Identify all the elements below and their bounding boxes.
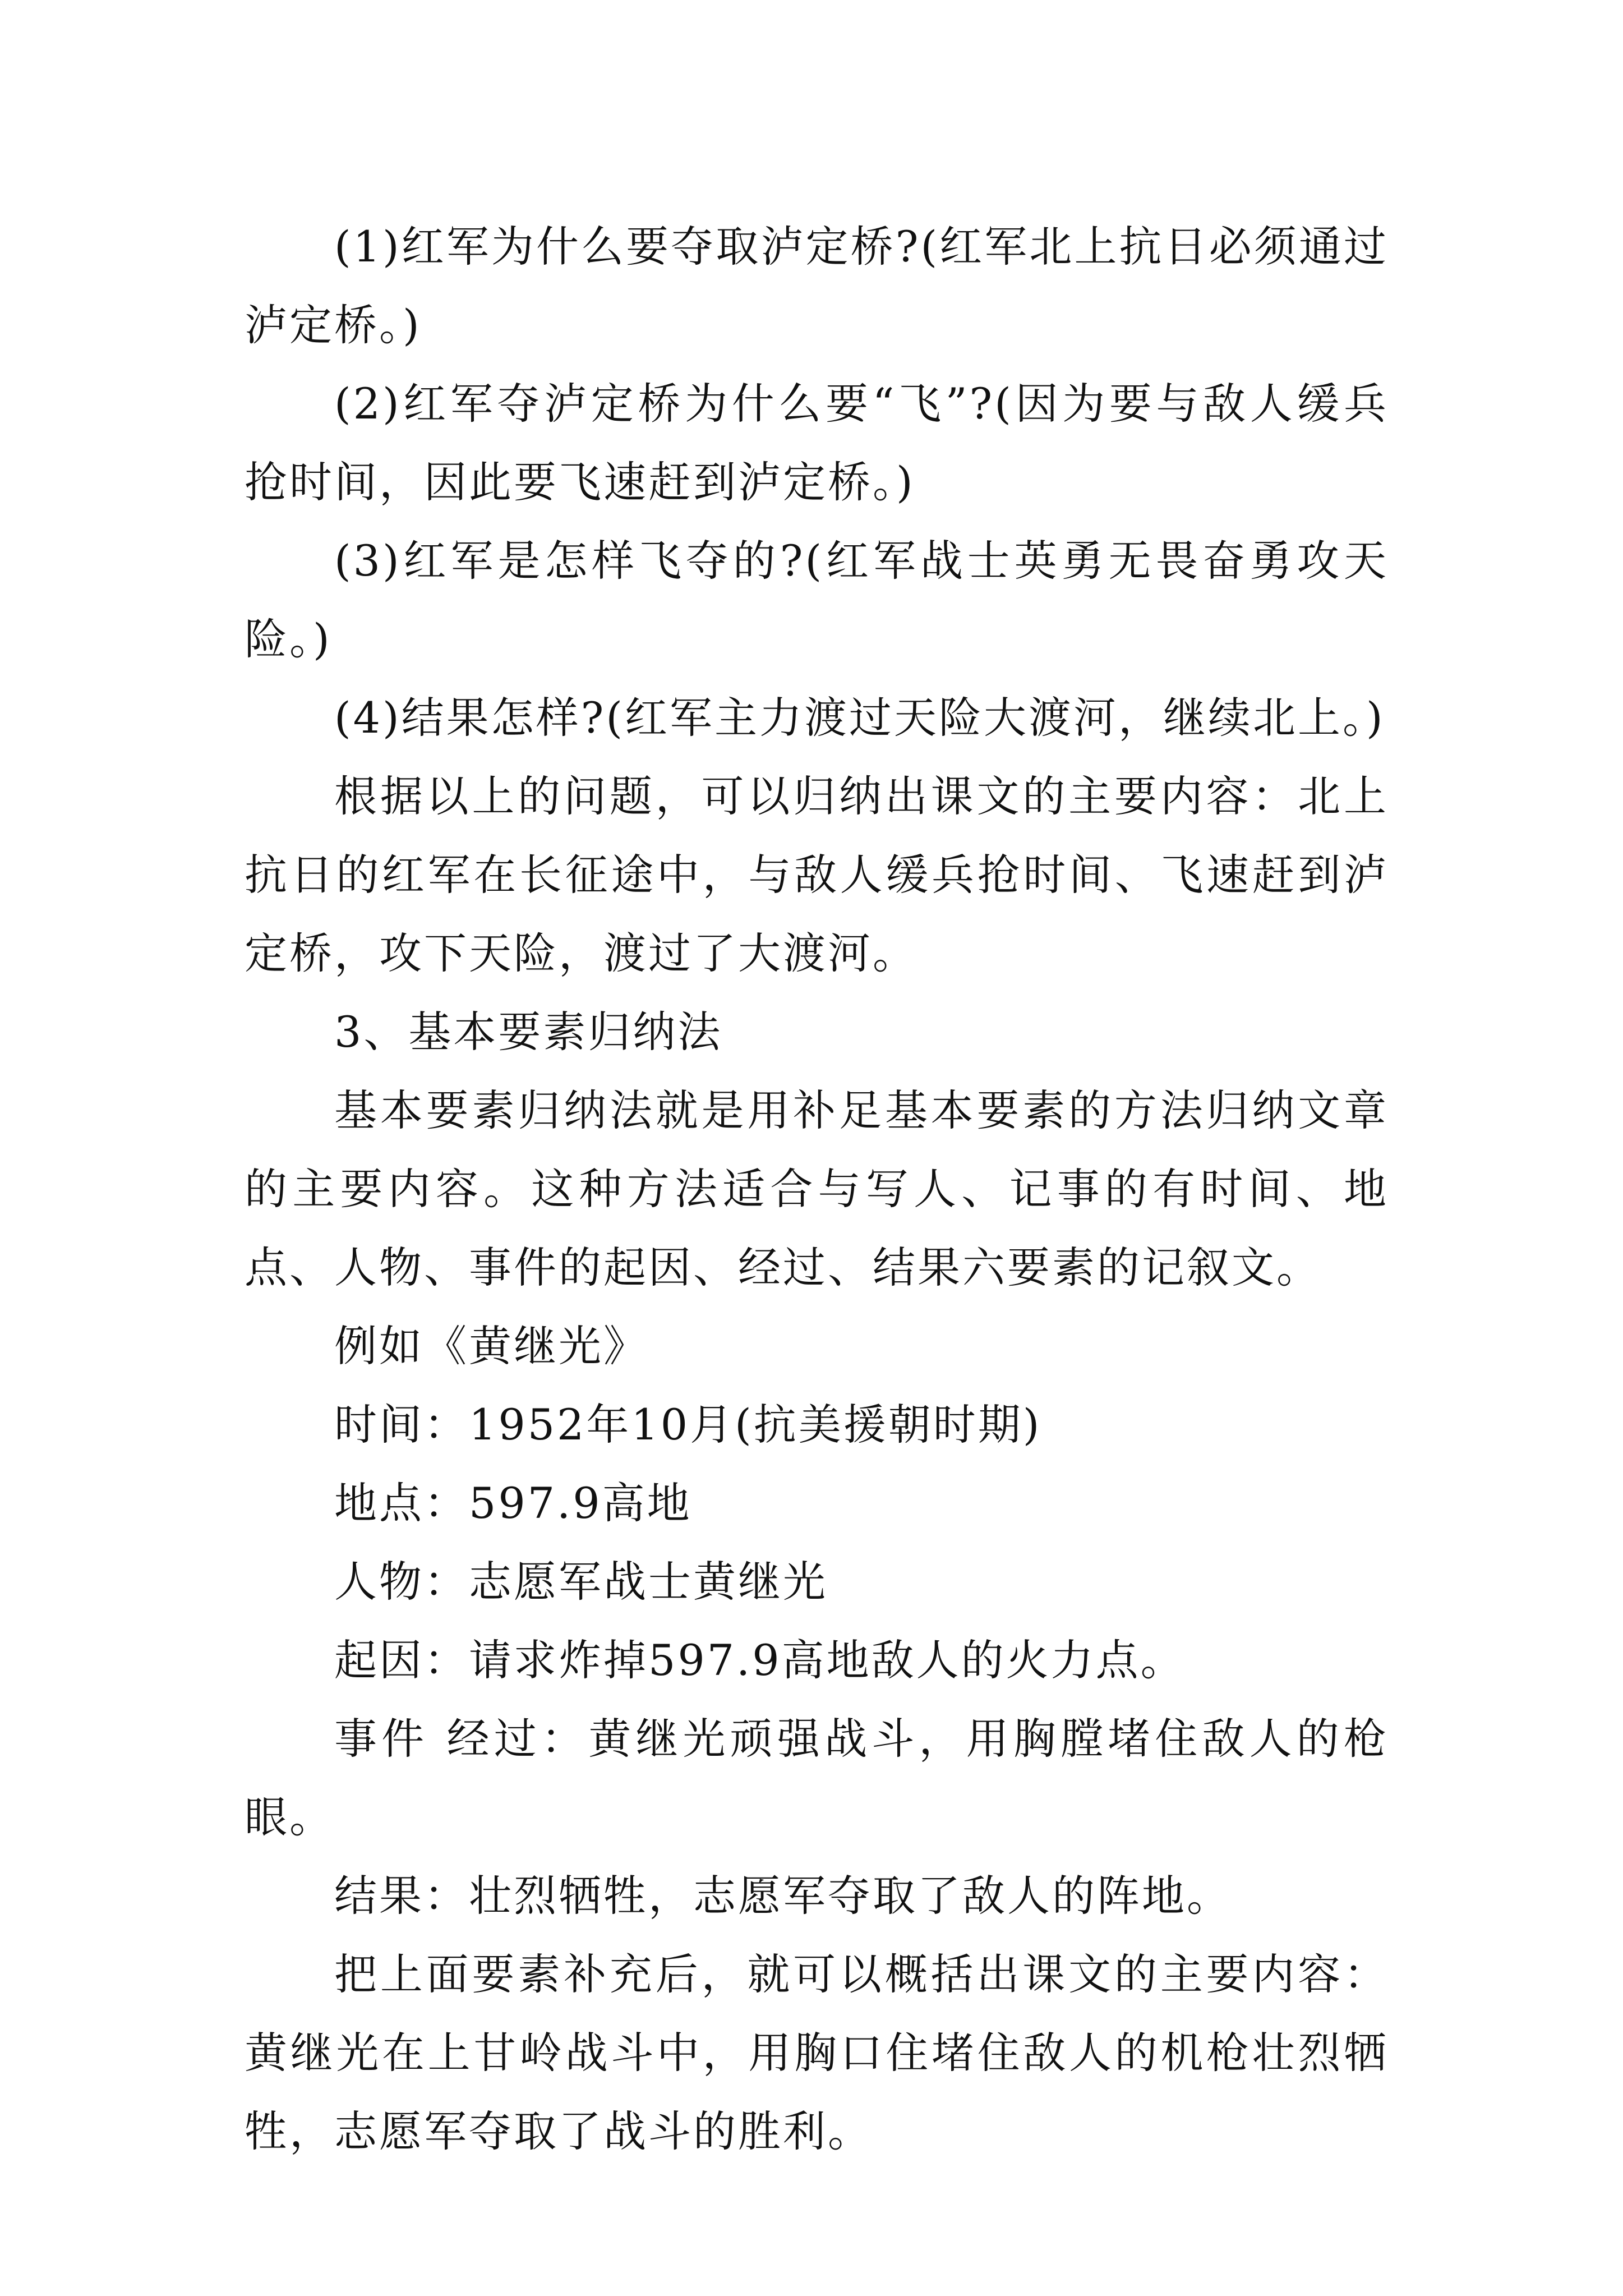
question-4-paragraph: (4)结果怎样?(红军主力渡过天险大渡河，继续北上。) — [334, 693, 1385, 743]
document-body — [245, 208, 1389, 2171]
element-place: 地点：597.9高地 — [334, 1478, 692, 1528]
question-2-paragraph: (2)红军夺泸定桥为什么要“飞”?(因为要与敌人缓兵抢时间，因此要飞速赶到泸定桥。) — [245, 379, 1389, 507]
question-1-paragraph: (1)红军为什么要夺取泸定桥?(红军北上抗日必须通过泸定桥。) — [245, 222, 1389, 350]
conclusion-paragraph: 把上面要素补充后，就可以概括出课文的主要内容：黄继光在上甘岭战斗中，用胸口住堵住敌人的机枪壮烈牺牲，志愿军夺取了战斗的胜利。 — [245, 1949, 1389, 2156]
question-3-paragraph: (3)红军是怎样飞夺的?(红军战士英勇无畏奋勇攻天险。) — [245, 536, 1389, 664]
example-title: 例如《黄继光》 — [334, 1321, 648, 1371]
element-process: 事件 经过：黄继光顽强战斗，用胸膛堵住敌人的枪眼。 — [245, 1714, 1389, 1842]
element-result: 结果：壮烈牺牲，志愿军夺取了敌人的阵地。 — [334, 1871, 1232, 1921]
element-time: 时间：1952年10月(抗美援朝时期) — [334, 1400, 1042, 1450]
section-heading: 3、基本要素归纳法 — [334, 1007, 723, 1057]
element-cause: 起因：请求炸掉597.9高地敌人的火力点。 — [334, 1635, 1186, 1685]
summary-paragraph: 根据以上的问题，可以归纳出课文的主要内容：北上抗日的红军在长征途中，与敌人缓兵抢时间、飞速赶到泸定桥，攻下天险，渡过了大渡河。 — [245, 771, 1389, 978]
element-person: 人物：志愿军战士黄继光 — [334, 1557, 828, 1607]
method-description-paragraph: 基本要素归纳法就是用补足基本要素的方法归纳文章的主要内容。这种方法适合与写人、记事的有时间、地点、人物、事件的起因、经过、结果六要素的记叙文。 — [245, 1085, 1389, 1292]
